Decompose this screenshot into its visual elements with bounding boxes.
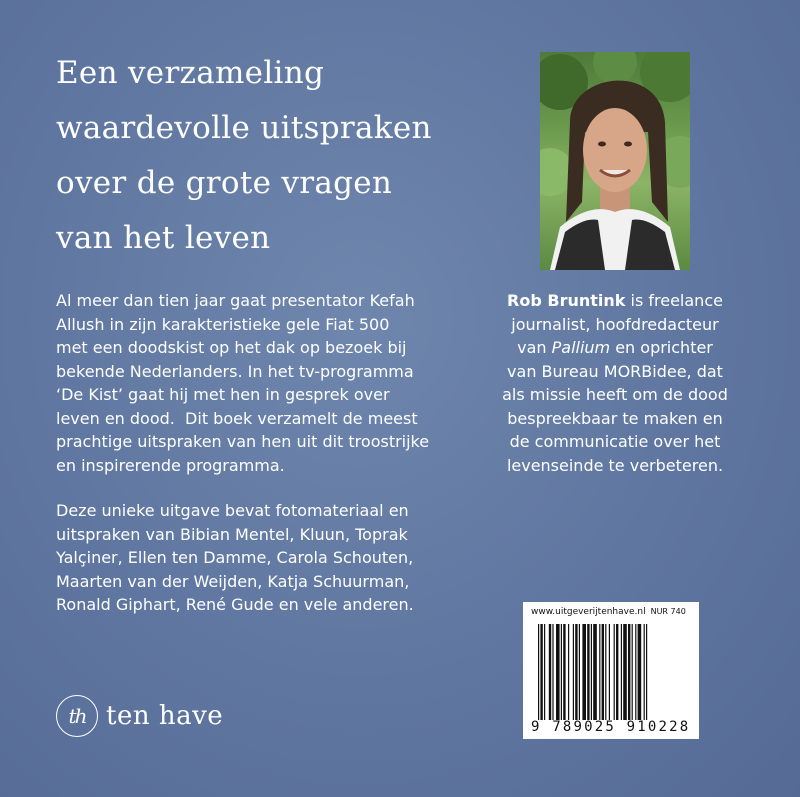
barcode-bar — [628, 624, 630, 720]
author-portrait-image — [540, 52, 690, 270]
blurb-paragraph-2 — [56, 499, 436, 617]
barcode-bar — [621, 624, 622, 720]
publisher-logo — [56, 694, 223, 738]
barcode-bar — [599, 624, 600, 720]
blurb-line: en inspirerende programma. — [56, 455, 285, 475]
author-bio — [480, 289, 750, 477]
author-photo — [540, 52, 690, 270]
bio-line — [480, 289, 750, 313]
barcode-bar — [568, 624, 569, 720]
blurb-paragraph-1 — [56, 289, 436, 477]
barcode-bar — [623, 624, 627, 720]
barcode-bar — [638, 624, 642, 720]
barcode-bar — [579, 624, 580, 720]
barcode-bar — [573, 624, 574, 720]
barcode-bar — [605, 624, 606, 720]
headline-line: van het leven — [56, 220, 271, 256]
blurb-line: leven en dood. Dit boek verzamelt de meest — [56, 408, 418, 428]
barcode-bar — [556, 624, 560, 720]
barcode-bar — [544, 624, 545, 720]
barcode-bar — [591, 624, 592, 720]
publisher-name: ten have — [106, 701, 224, 731]
barcode-bar — [549, 624, 551, 720]
barcode-bar — [582, 624, 586, 720]
bio-line — [480, 336, 750, 360]
barcode-bar — [646, 624, 647, 720]
blurb-line: Maarten van der Weijden, Katja Schuurman, — [56, 571, 410, 591]
bio-line: van Bureau MORBidee, dat — [507, 361, 723, 381]
bio-line: de communicatie over het — [509, 432, 721, 451]
barcode-bar — [632, 624, 633, 720]
blurb-line: prachtige uitspraken van hen uit dit troostrijke — [56, 432, 430, 451]
magazine-name: Pallium — [551, 338, 611, 357]
barcode-bar — [644, 624, 645, 720]
nur-code: NUR 740 — [650, 607, 686, 616]
barcode-bar — [635, 624, 636, 720]
blurb-line: Allush in zijn karakteristieke gele Fiat 500 — [56, 314, 390, 334]
barcode-bar — [538, 624, 539, 720]
barcode-bar — [609, 624, 610, 720]
barcode-bar — [563, 624, 565, 720]
headline-line: Een verzameling — [56, 55, 325, 91]
barcode-bar — [587, 624, 589, 720]
author-name: Rob Bruntink — [507, 291, 626, 310]
headline-line: over de grote vragen — [56, 165, 393, 201]
bio-text: en oprichter — [610, 338, 713, 357]
barcode-bar — [540, 624, 542, 720]
barcode-bar — [614, 624, 615, 720]
barcode-bar — [593, 624, 597, 720]
blurb-line: uitspraken van Bibian Mentel, Kluun, Toprak — [56, 524, 408, 544]
barcode-bar — [552, 624, 553, 720]
barcode-bar — [602, 624, 604, 720]
blurb-line: Deze unieke uitgave bevat fotomateriaal en — [56, 501, 409, 520]
headline — [56, 46, 476, 266]
blurb-line: Ronald Giphart, René Gude en vele anderen. — [56, 595, 414, 614]
blurb-line: Al meer dan tien jaar gaat presentator Kefah — [56, 291, 415, 310]
publisher-logo-mark: th — [56, 695, 98, 737]
publisher-website: www.uitgeverijtenhave.nl — [531, 607, 646, 617]
blurb-line: bekende Nederlanders. In het tv-programma — [56, 361, 414, 381]
barcode-bar — [561, 624, 562, 720]
blurb-line: ‘De Kist’ gaat hij met hen in gesprek over — [56, 385, 390, 404]
bio-line: levenseinde te verbeteren. — [506, 455, 724, 475]
blurb-line: Yalçiner, Ellen ten Damme, Carola Schouten, — [56, 548, 414, 567]
bio-text: is freelance — [625, 291, 723, 310]
barcode-bars — [538, 624, 684, 720]
barcode-bar — [575, 624, 577, 720]
isbn-number: 9 789025 910228 — [531, 719, 691, 735]
bio-text: van — [517, 338, 552, 357]
barcode-header — [531, 607, 686, 617]
blurb-line: met een doodskist op het dak op bezoek bij — [56, 338, 407, 357]
bio-line: bespreekbaar te maken en — [507, 408, 723, 428]
bio-line: als missie heeft om de dood — [502, 385, 728, 404]
barcode-bar — [616, 624, 618, 720]
barcode-panel — [523, 602, 699, 739]
headline-line: waardevolle uitspraken — [56, 110, 432, 146]
bio-line: journalist, hoofdredacteur — [511, 314, 719, 334]
